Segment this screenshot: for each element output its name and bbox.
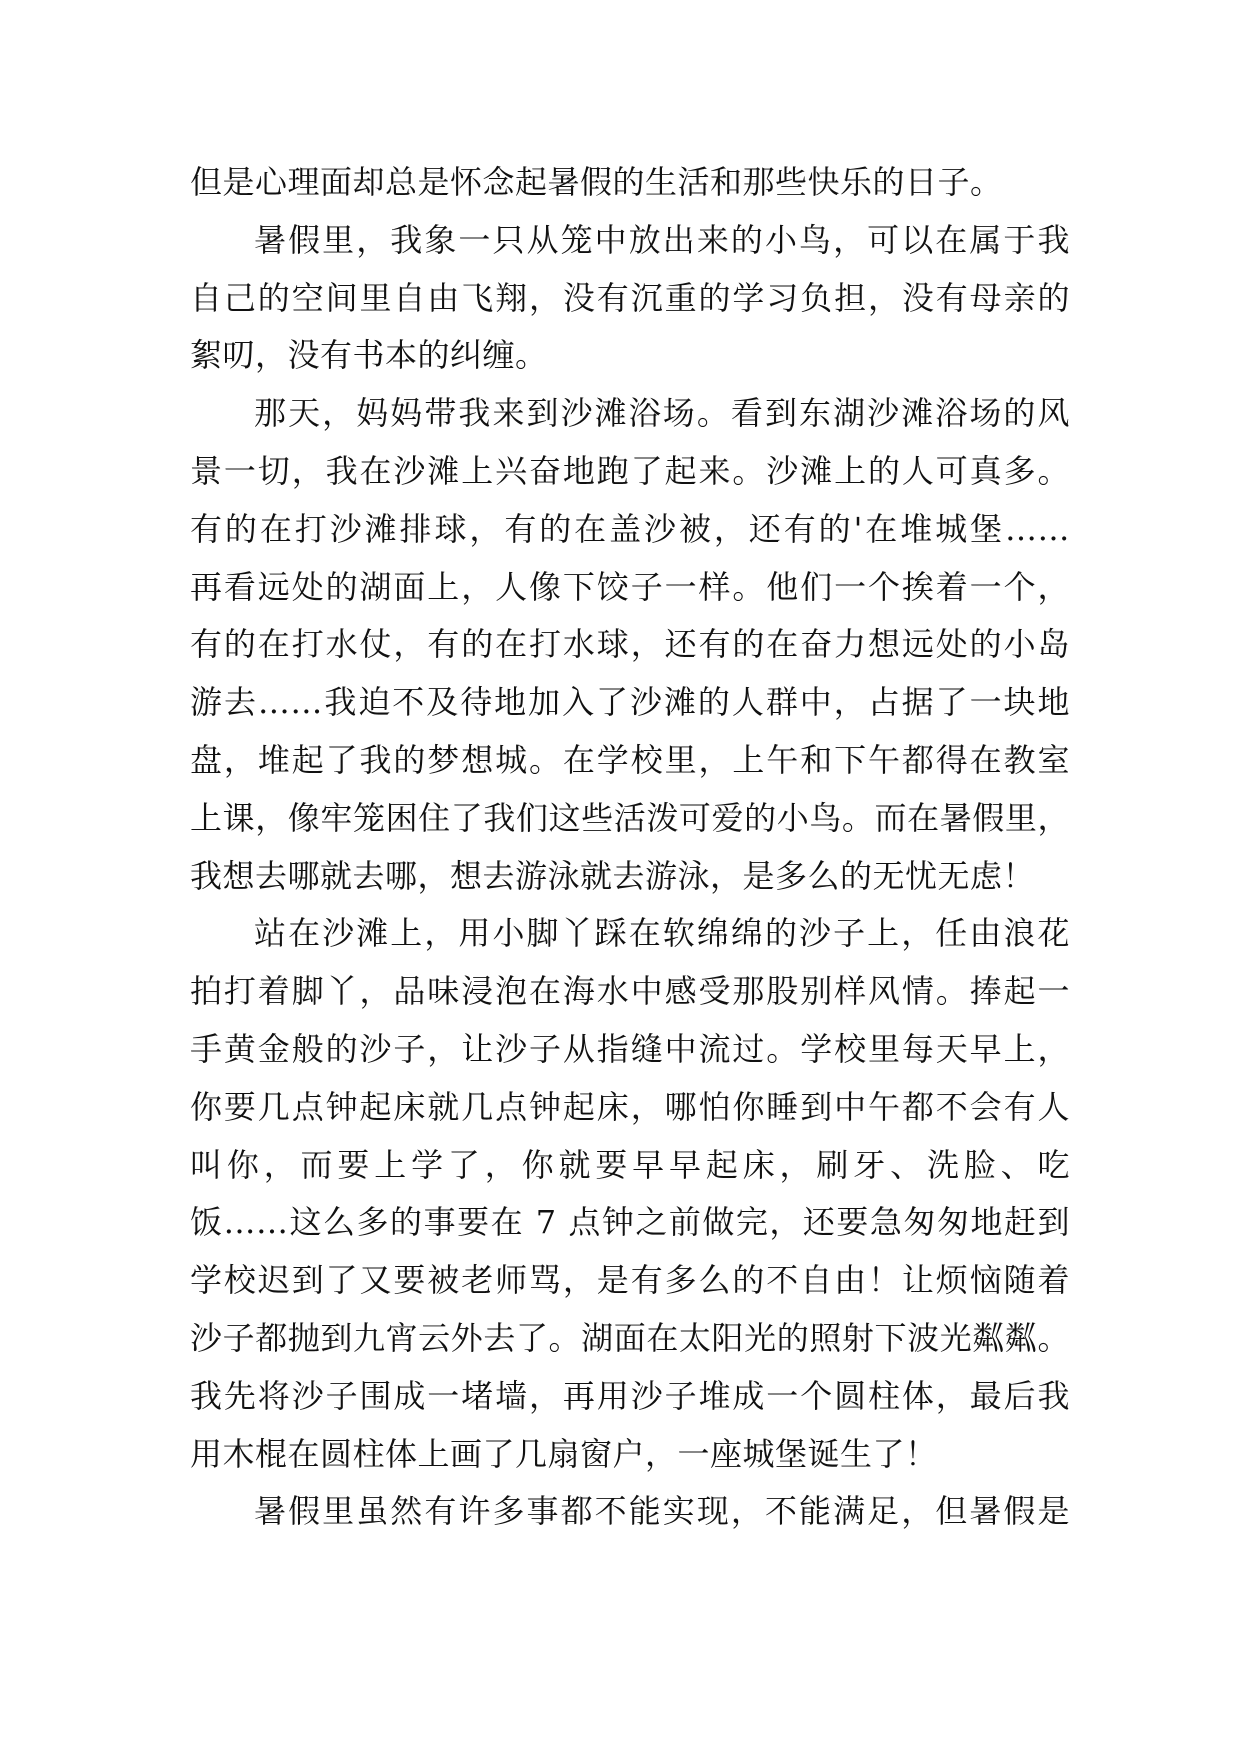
text-line: 站在沙滩上，用小脚丫踩在软绵绵的沙子上，任由浪花 [254, 914, 1070, 953]
text-line: 盘，堆起了我的梦想城。在学校里，上午和下午都得在教室 [190, 740, 1070, 779]
text-line: 用木棍在圆柱体上画了几扇窗户，一座城堡诞生了！ [190, 1434, 938, 1473]
text-line: 拍打着脚丫，品味浸泡在海水中感受那股别样风情。捧起一 [190, 972, 1070, 1011]
text-line: 暑假里虽然有许多事都不能实现，不能满足，但暑假是 [254, 1492, 1070, 1531]
text-line: 暑假里，我象一只从笼中放出来的小鸟，可以在属于我 [254, 220, 1070, 259]
text-line: 我先将沙子围成一堵墙，再用沙子堆成一个圆柱体，最后我 [190, 1376, 1070, 1415]
text-line: 自己的空间里自由飞翔，没有沉重的学习负担，没有母亲的 [190, 278, 1070, 317]
text-line: 饭……这么多的事要在 7 点钟之前做完，还要急匆匆地赶到 [190, 1203, 1070, 1242]
text-line: 你要几点钟起床就几点钟起床，哪怕你睡到中午都不会有人 [190, 1087, 1070, 1126]
text-line: 景一切，我在沙滩上兴奋地跑了起来。沙滩上的人可真多。 [190, 451, 1070, 490]
text-line: 手黄金般的沙子，让沙子从指缝中流过。学校里每天早上， [190, 1029, 1070, 1068]
text-line: 再看远处的湖面上，人像下饺子一样。他们一个挨着一个， [190, 567, 1070, 606]
text-line: 叫你，而要上学了，你就要早早起床，刷牙、洗脸、吃 [190, 1145, 1070, 1184]
text-line: 上课，像牢笼困住了我们这些活泼可爱的小鸟。而在暑假里， [190, 798, 1070, 837]
text-line: 但是心理面却总是怀念起暑假的生活和那些快乐的日子。 [190, 163, 1003, 201]
essay-body [190, 154, 1070, 1541]
text-line: 我想去哪就去哪，想去游泳就去游泳，是多么的无忧无虑！ [190, 856, 1036, 895]
text-line: 絮叨，没有书本的纠缠。 [190, 336, 548, 375]
text-line: 沙子都抛到九宵云外去了。湖面在太阳光的照射下波光粼粼。 [190, 1318, 1070, 1357]
text-line: 有的在打沙滩排球，有的在盖沙被，还有的'在堆城堡…… [190, 509, 1070, 548]
text-line: 学校迟到了又要被老师骂，是有多么的不自由！让烦恼随着 [190, 1261, 1070, 1300]
text-line: 游去……我迫不及待地加入了沙滩的人群中，占据了一块地 [190, 683, 1070, 722]
text-line: 那天，妈妈带我来到沙滩浴场。看到东湖沙滩浴场的风 [254, 394, 1070, 433]
text-line: 有的在打水仗，有的在打水球，还有的在奋力想远处的小岛 [190, 625, 1070, 664]
